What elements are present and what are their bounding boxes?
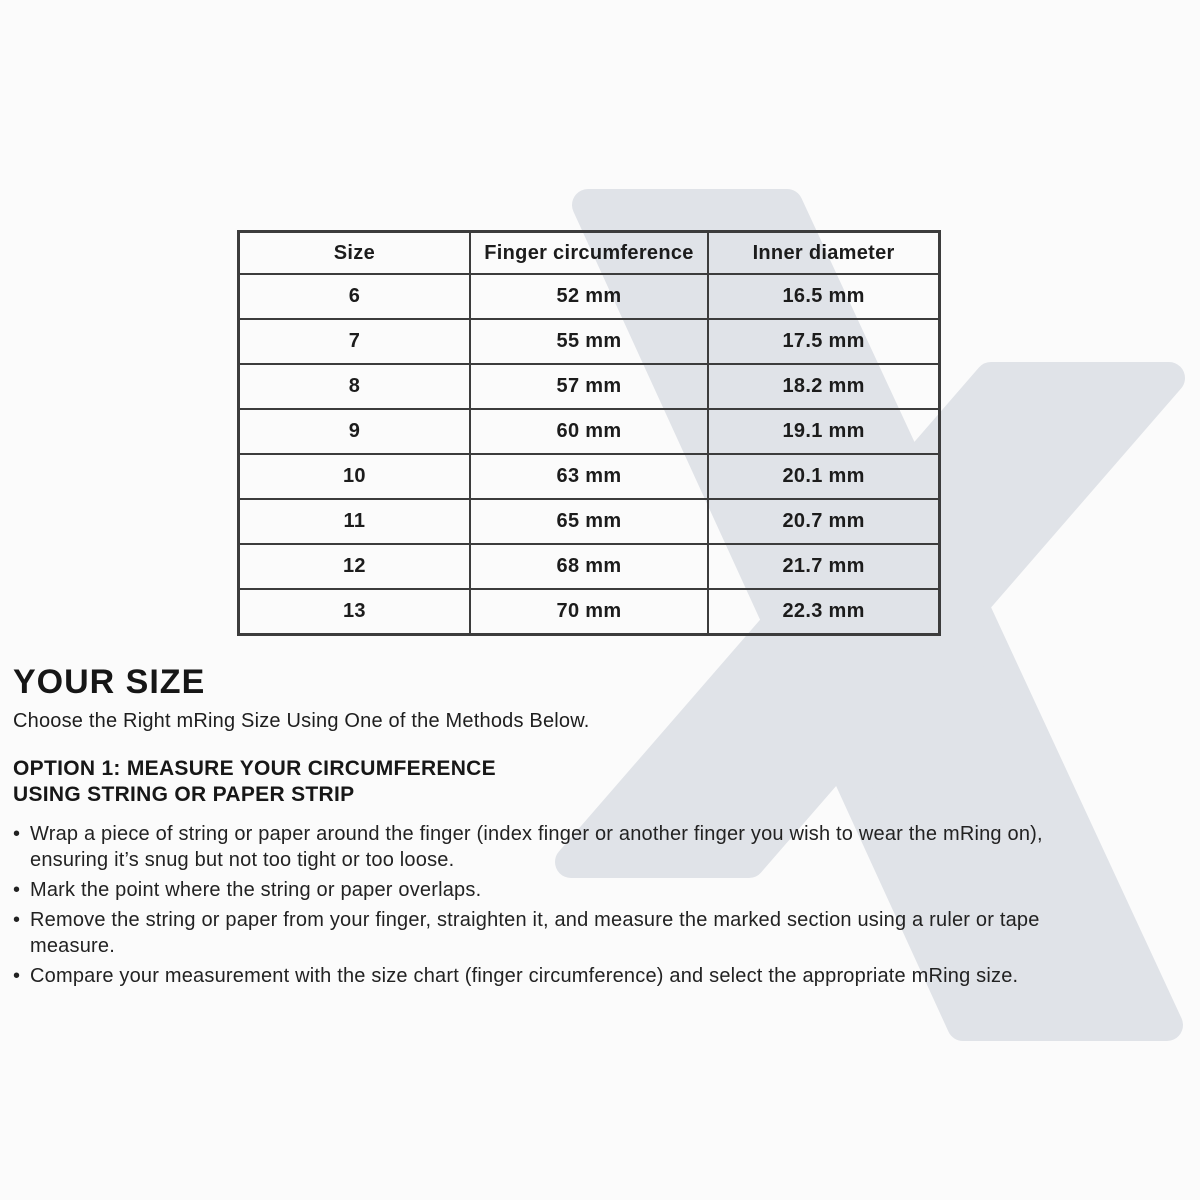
diameter-cell: 16.5 mm [708,274,939,319]
circumference-cell: 63 mm [470,454,708,499]
diameter-cell: 19.1 mm [708,409,939,454]
table-row [239,274,940,319]
table-row [239,454,940,499]
bullet-marker: • [13,965,21,987]
circumference-cell: 65 mm [470,499,708,544]
bullet-marker: • [13,879,21,901]
diameter-cell: 18.2 mm [708,364,939,409]
option1-heading [13,756,1193,808]
size-cell: 9 [239,409,470,454]
column-header-size: Size [239,232,470,275]
bullet-text: Wrap a piece of string or paper around the finger (index finger or another finger you wish to wear the mRing on), ensuring it’s snug but not too tight or too loose. [30,823,1043,871]
option1-heading-line2: USING STRING OR PAPER STRIP [13,783,355,806]
option1-heading-line1: OPTION 1: MEASURE YOUR CIRCUMFERENCE [13,757,496,780]
bullet-text: Mark the point where the string or paper overlaps. [30,879,482,901]
circumference-cell: 70 mm [470,589,708,635]
size-cell: 7 [239,319,470,364]
table-row [239,544,940,589]
subtitle: Choose the Right mRing Size Using One of the Methods Below. [13,710,590,732]
table-header-row [239,232,940,275]
size-cell: 12 [239,544,470,589]
diameter-cell: 20.7 mm [708,499,939,544]
size-cell: 8 [239,364,470,409]
table-row [239,364,940,409]
column-header-circumference: Finger circumference [470,232,708,275]
circumference-cell: 60 mm [470,409,708,454]
list-item [13,963,1088,989]
diameter-cell: 22.3 mm [708,589,939,635]
page-title: YOUR SIZE [13,663,206,701]
size-cell: 11 [239,499,470,544]
size-cell: 10 [239,454,470,499]
diameter-cell: 17.5 mm [708,319,939,364]
list-item [13,877,1088,903]
list-item [13,821,1088,873]
bullet-marker: • [13,823,21,845]
list-item [13,907,1088,959]
circumference-cell: 57 mm [470,364,708,409]
diameter-cell: 20.1 mm [708,454,939,499]
table-row [239,499,940,544]
table-row [239,409,940,454]
size-cell: 6 [239,274,470,319]
bullet-text: Remove the string or paper from your finger, straighten it, and measure the marked section using a ruler or tape measure. [30,909,1040,957]
instructions-section [13,662,1193,993]
circumference-cell: 52 mm [470,274,708,319]
circumference-cell: 55 mm [470,319,708,364]
column-header-diameter: Inner diameter [708,232,939,275]
bullet-text: Compare your measurement with the size chart (finger circumference) and select the appropriate mRing size. [30,965,1019,987]
instruction-list [13,821,1088,989]
bullet-marker: • [13,909,21,931]
ring-size-table [237,230,941,636]
table-row [239,319,940,364]
circumference-cell: 68 mm [470,544,708,589]
size-cell: 13 [239,589,470,635]
table-row [239,589,940,635]
size-chart-section [237,230,941,636]
diameter-cell: 21.7 mm [708,544,939,589]
